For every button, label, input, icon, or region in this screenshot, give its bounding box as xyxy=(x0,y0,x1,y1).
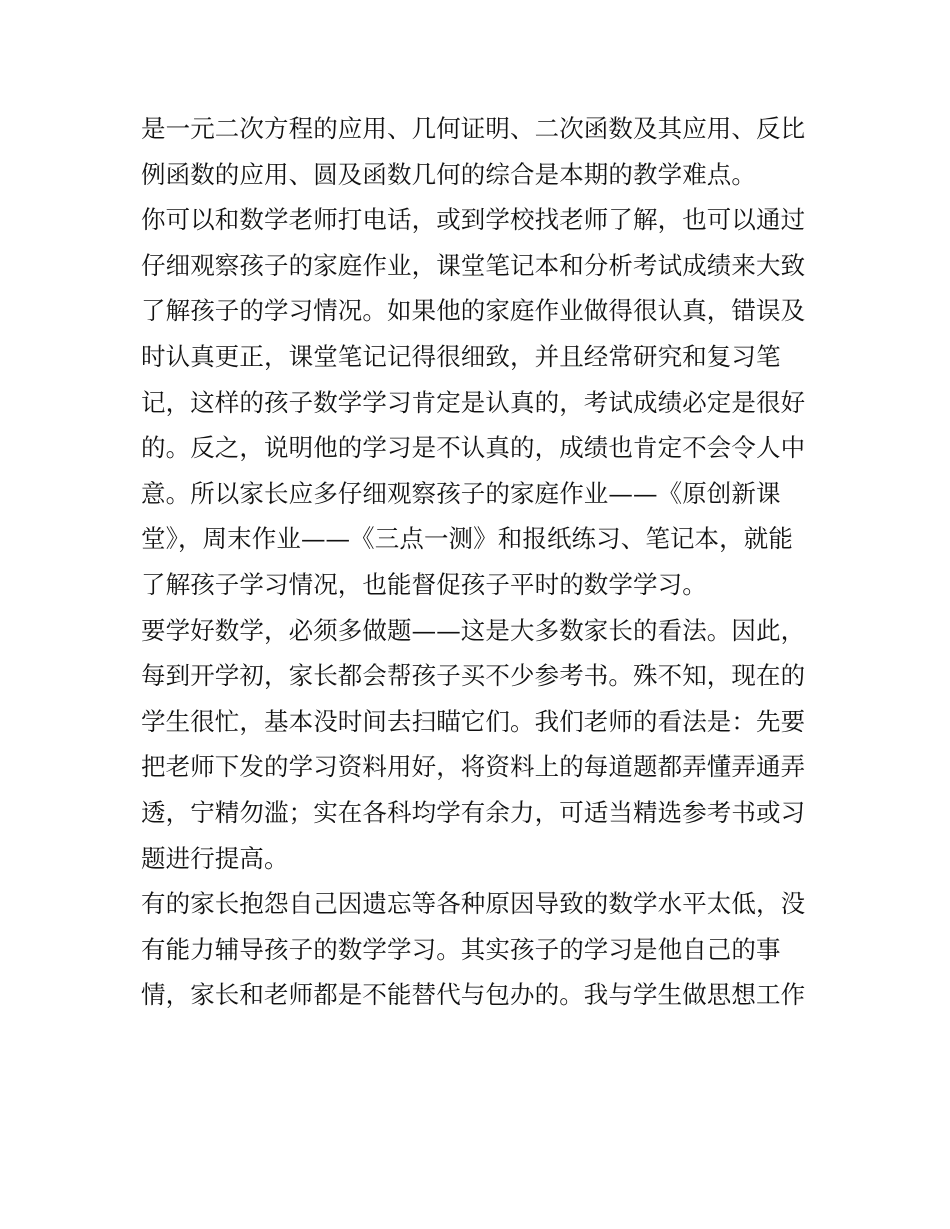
text-line: 有的家长抱怨自己因遗忘等各种原因导致的数学水平太低，没 xyxy=(141,889,806,919)
text-line: 情，家长和老师都是不能替代与包办的。我与学生做思想工作 xyxy=(141,980,806,1010)
text-line: 你可以和数学老师打电话，或到学校找老师了解，也可以通过 xyxy=(141,205,806,235)
text-line: 有能力辅导孩子的数学学习。其实孩子的学习是他自己的事 xyxy=(141,934,781,964)
text-line: 学生很忙，基本没时间去扫瞄它们。我们老师的看法是：先要 xyxy=(141,706,806,736)
text-line: 时认真更正，课堂笔记记得很细致，并且经常研究和复习笔 xyxy=(141,341,781,371)
text-line: 堂》，周末作业——《三点一测》和报纸练习、笔记本，就能 xyxy=(141,524,793,554)
text-line: 题进行提高。 xyxy=(141,843,289,873)
text-line: 是一元二次方程的应用、几何证明、二次函数及其应用、反比 xyxy=(141,114,806,143)
text-line: 透，宁精勿滥；实在各科均学有余力，可适当精选参考书或习 xyxy=(141,797,806,827)
text-line: 每到开学初，家长都会帮孩子买不少参考书。殊不知，现在的 xyxy=(141,661,806,691)
text-line: 把老师下发的学习资料用好，将资料上的每道题都弄懂弄通弄 xyxy=(141,752,806,782)
text-line: 例函数的应用、圆及函数几何的综合是本期的教学难点。 xyxy=(141,159,756,189)
text-line: 了解孩子的学习情况。如果他的家庭作业做得很认真，错误及 xyxy=(141,296,806,326)
text-line: 的。反之，说明他的学习是不认真的，成绩也肯定不会令人中 xyxy=(141,433,806,463)
text-line: 仔细观察孩子的家庭作业，课堂笔记本和分析考试成绩来大致 xyxy=(141,250,806,280)
document-body xyxy=(141,106,821,1018)
text-line: 了解孩子学习情况，也能督促孩子平时的数学学习。 xyxy=(141,569,707,599)
text-line: 记，这样的孩子数学学习肯定是认真的，考试成绩必定是很好 xyxy=(141,387,806,417)
text-line: 意。所以家长应多仔细观察孩子的家庭作业——《原创新课 xyxy=(141,478,781,508)
text-line: 要学好数学，必须多做题——这是大多数家长的看法。因此， xyxy=(141,615,806,645)
